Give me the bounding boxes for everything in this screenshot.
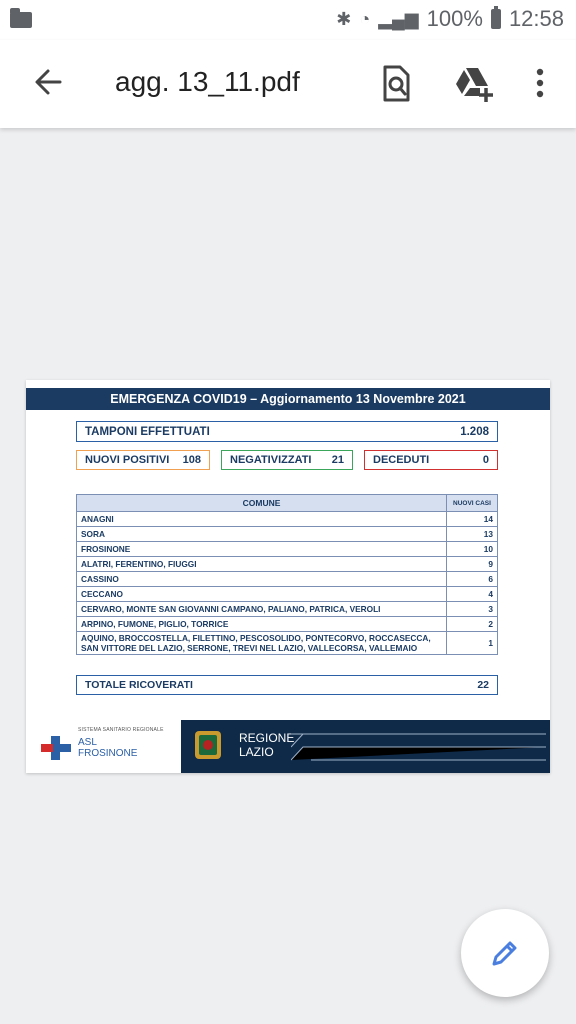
bluetooth-icon: ✱ xyxy=(336,8,352,29)
decorative-lines xyxy=(291,732,546,762)
deceduti-box xyxy=(364,450,498,470)
ssr-label: SISTEMA SANITARIO REGIONALE xyxy=(78,727,164,733)
nuovi-positivi-box xyxy=(76,450,210,470)
comune-line-2: SAN VITTORE DEL LAZIO, SERRONE, TREVI NEL LAZIO, VALLECORSA, VALLEMAIO xyxy=(81,643,418,653)
app-bar xyxy=(0,40,576,128)
asl-cross-logo-icon xyxy=(41,736,71,760)
add-to-drive-button[interactable] xyxy=(452,62,492,106)
more-options-button[interactable] xyxy=(520,62,560,106)
asl-line-2: FROSINONE xyxy=(78,748,138,759)
comuni-table xyxy=(76,494,498,655)
status-right xyxy=(336,6,564,32)
casi-cell: 14 xyxy=(447,512,498,527)
header-comune: COMUNE xyxy=(77,495,447,512)
table-row xyxy=(77,557,498,572)
table-row xyxy=(77,512,498,527)
table-row xyxy=(77,617,498,632)
header-nuovi-casi: NUOVI CASI xyxy=(447,495,498,512)
battery-icon xyxy=(491,9,501,29)
regione-footer xyxy=(181,720,550,773)
folder-icon xyxy=(10,12,32,28)
tamponi-box xyxy=(76,421,498,442)
comune-cell: CECCANO xyxy=(77,587,447,602)
casi-cell: 9 xyxy=(447,557,498,572)
deceduti-value: 0 xyxy=(482,454,489,466)
tamponi-value: 1.208 xyxy=(460,425,489,438)
status-bar xyxy=(0,0,576,40)
table-header-row xyxy=(77,495,498,512)
regione-lazio-crest-icon xyxy=(193,729,223,761)
comune-line-1: AQUINO, BROCCOSTELLA, FILETTINO, PESCOSOLIDO, PONTECORVO, ROCCASECCA, xyxy=(81,633,431,643)
table-row xyxy=(77,542,498,557)
find-in-document-icon xyxy=(376,62,416,106)
comune-cell: SORA xyxy=(77,527,447,542)
edit-pencil-icon xyxy=(489,937,521,969)
table-row xyxy=(77,602,498,617)
casi-cell: 3 xyxy=(447,602,498,617)
negativizzati-box xyxy=(221,450,353,470)
asl-name xyxy=(78,737,137,759)
regione-line-1: REGIONE xyxy=(239,731,295,745)
comune-cell: ALATRI, FERENTINO, FIUGGI xyxy=(77,557,447,572)
pdf-page[interactable] xyxy=(26,380,550,773)
comune-cell: CERVARO, MONTE SAN GIOVANNI CAMPANO, PALIANO, PATRICA, VEROLI xyxy=(77,602,447,617)
casi-cell: 6 xyxy=(447,572,498,587)
comune-cell: FROSINONE xyxy=(77,542,447,557)
regione-line-2: LAZIO xyxy=(239,745,274,759)
find-in-document-button[interactable] xyxy=(376,62,416,106)
wifi-icon: ◔ xyxy=(359,8,371,29)
comune-cell: ANAGNI xyxy=(77,512,447,527)
regione-name xyxy=(239,731,294,759)
report-banner: EMERGENZA COVID19 – Aggiornamento 13 Novembre 2021 xyxy=(26,388,550,410)
casi-cell: 10 xyxy=(447,542,498,557)
nuovi-positivi-value: 108 xyxy=(182,454,201,466)
negativizzati-label: NEGATIVIZZATI xyxy=(230,454,312,466)
table-row xyxy=(77,527,498,542)
deceduti-label: DECEDUTI xyxy=(373,454,430,466)
table-row xyxy=(77,587,498,602)
ricoverati-box xyxy=(76,675,498,695)
tamponi-label: TAMPONI EFFETTUATI xyxy=(85,425,210,438)
casi-cell: 2 xyxy=(447,617,498,632)
asl-line-1: ASL xyxy=(78,737,97,748)
ricoverati-label: TOTALE RICOVERATI xyxy=(85,679,193,691)
back-button[interactable] xyxy=(28,62,68,102)
table-row xyxy=(77,632,498,655)
comune-cell: ARPINO, FUMONE, PIGLIO, TORRICE xyxy=(77,617,447,632)
edit-fab-button[interactable] xyxy=(461,909,549,997)
negativizzati-value: 21 xyxy=(331,454,344,466)
casi-cell: 13 xyxy=(447,527,498,542)
nuovi-positivi-label: NUOVI POSITIVI xyxy=(85,454,170,466)
battery-percent: 100% xyxy=(426,6,483,31)
comune-cell: CASSINO xyxy=(77,572,447,587)
more-vert-icon xyxy=(520,62,560,106)
add-to-drive-icon xyxy=(452,62,496,106)
table-row xyxy=(77,572,498,587)
arrow-back-icon xyxy=(28,62,68,102)
comune-cell xyxy=(77,632,447,655)
clock: 12:58 xyxy=(508,6,564,31)
casi-cell: 4 xyxy=(447,587,498,602)
signal-icon: ▂▄▆ xyxy=(378,8,419,29)
asl-footer xyxy=(26,720,181,773)
casi-cell: 1 xyxy=(447,632,498,655)
ricoverati-value: 22 xyxy=(477,679,489,691)
document-title: agg. 13_11.pdf xyxy=(115,66,300,97)
